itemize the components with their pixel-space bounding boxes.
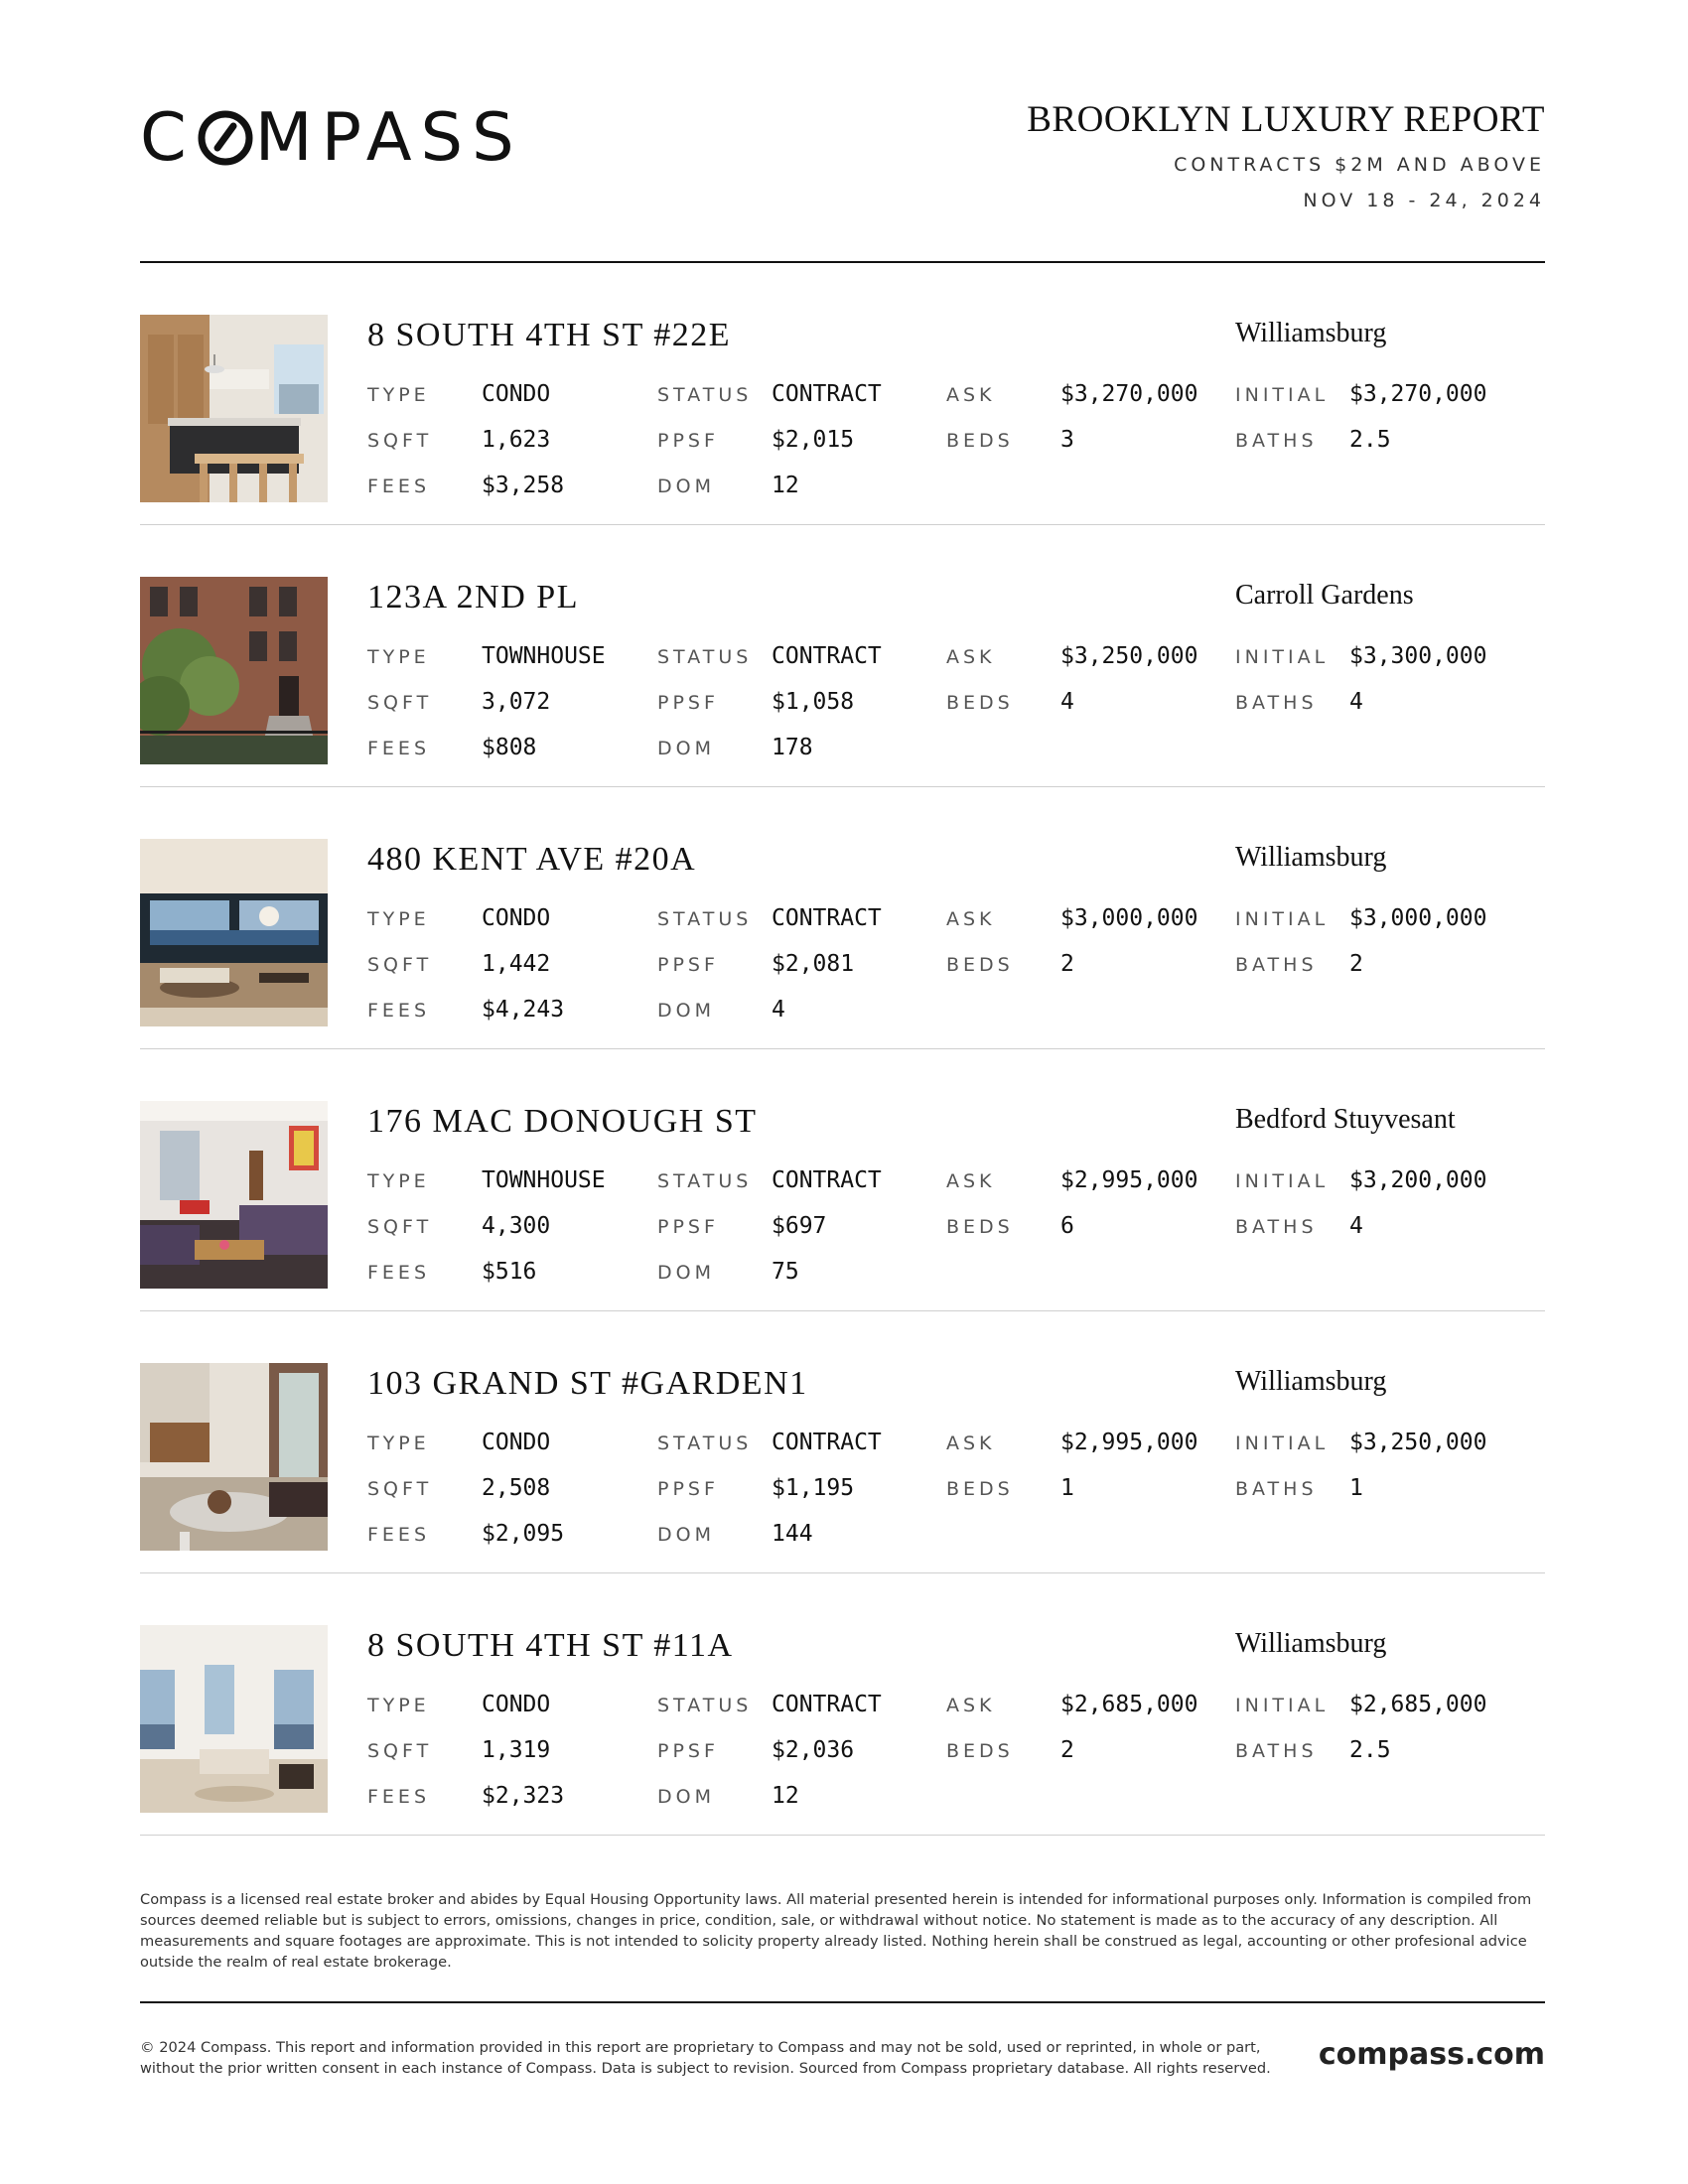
type-label: TYPE — [367, 1433, 430, 1454]
fees-label: FEES — [367, 1262, 430, 1284]
dom-value: 4 — [772, 997, 785, 1023]
status-value: CONTRACT — [772, 1167, 882, 1193]
status-label: STATUS — [657, 1695, 753, 1716]
status-label: STATUS — [657, 1433, 753, 1454]
ppsf-value: $1,058 — [772, 689, 855, 715]
dom-label: DOM — [657, 1786, 715, 1808]
listing-row — [140, 1573, 1545, 1836]
baths-label: BATHS — [1235, 954, 1318, 976]
ask-label: ASK — [946, 1433, 996, 1454]
listing-neighborhood: Carroll Gardens — [1235, 580, 1414, 611]
ask-value: $3,000,000 — [1060, 905, 1198, 931]
ppsf-label: PPSF — [657, 1740, 719, 1762]
status-value: CONTRACT — [772, 1430, 882, 1455]
baths-value: 2.5 — [1349, 427, 1391, 453]
type-label: TYPE — [367, 1170, 430, 1192]
status-value: CONTRACT — [772, 643, 882, 669]
listing-address: 103 GRAND ST #GARDEN1 — [367, 1365, 808, 1402]
baths-label: BATHS — [1235, 430, 1318, 452]
sqft-value: 4,300 — [482, 1213, 551, 1239]
type-label: TYPE — [367, 646, 430, 668]
sqft-label: SQFT — [367, 430, 433, 452]
status-value: CONTRACT — [772, 381, 882, 407]
legal-disclaimer: Compass is a licensed real estate broker and abides by Equal Housing Opportunity laws. All material presented herein is intended for informational purposes only. Information is compiled from sources deemed reliable but is subject to errors, omissions, changes in price, condition, sale, or withdrawal without notice. No statement is made as to the accuracy of any description. All measurements and square footages are approximate. This is not intended to solicity property already listed. Nothing herein shall be construed as legal, accounting or other profesional advice outside the realm of real estate brokerage. — [140, 1891, 1532, 1971]
listing-row — [140, 1049, 1545, 1311]
initial-value: $3,250,000 — [1349, 1430, 1487, 1455]
loft-living-photo — [140, 1363, 328, 1551]
footer-divider — [140, 2001, 1545, 2003]
dom-label: DOM — [657, 476, 715, 497]
fees-label: FEES — [367, 738, 430, 759]
ask-value: $2,685,000 — [1060, 1692, 1198, 1717]
baths-value: 4 — [1349, 1213, 1363, 1239]
ask-label: ASK — [946, 646, 996, 668]
beds-label: BEDS — [946, 1740, 1014, 1762]
ask-value: $3,270,000 — [1060, 381, 1198, 407]
dom-value: 178 — [772, 735, 813, 760]
dom-label: DOM — [657, 1524, 715, 1546]
listing-address: 480 KENT AVE #20A — [367, 841, 697, 878]
ppsf-value: $2,015 — [772, 427, 855, 453]
listing-row — [140, 1311, 1545, 1573]
beds-value: 6 — [1060, 1213, 1074, 1239]
dom-value: 12 — [772, 473, 799, 498]
dom-label: DOM — [657, 1000, 715, 1022]
status-value: CONTRACT — [772, 905, 882, 931]
fees-value: $4,243 — [482, 997, 565, 1023]
initial-label: INITIAL — [1235, 908, 1330, 930]
initial-value: $3,300,000 — [1349, 643, 1487, 669]
initial-value: $3,270,000 — [1349, 381, 1487, 407]
beds-value: 2 — [1060, 1737, 1074, 1763]
beds-label: BEDS — [946, 1478, 1014, 1500]
fees-value: $516 — [482, 1259, 537, 1285]
living-room-view-photo — [140, 839, 328, 1026]
status-label: STATUS — [657, 1170, 753, 1192]
type-value: CONDO — [482, 1430, 551, 1455]
beds-label: BEDS — [946, 430, 1014, 452]
ask-label: ASK — [946, 1170, 996, 1192]
listings-list — [140, 263, 1545, 1836]
report-dates: NOV 18 - 24, 2024 — [1303, 190, 1545, 211]
beds-value: 4 — [1060, 689, 1074, 715]
dom-value: 144 — [772, 1521, 813, 1547]
dom-label: DOM — [657, 738, 715, 759]
baths-label: BATHS — [1235, 1740, 1318, 1762]
sqft-value: 1,623 — [482, 427, 551, 453]
ppsf-label: PPSF — [657, 430, 719, 452]
status-value: CONTRACT — [772, 1692, 882, 1717]
baths-value: 2.5 — [1349, 1737, 1391, 1763]
listing-neighborhood: Bedford Stuyvesant — [1235, 1104, 1456, 1135]
initial-label: INITIAL — [1235, 1170, 1330, 1192]
kitchen-photo — [140, 315, 328, 502]
fees-value: $808 — [482, 735, 537, 760]
listing-row — [140, 787, 1545, 1049]
listing-address: 176 MAC DONOUGH ST — [367, 1103, 758, 1140]
dom-label: DOM — [657, 1262, 715, 1284]
type-value: CONDO — [482, 381, 551, 407]
compass-logo: C MPASS — [140, 97, 523, 176]
initial-value: $2,685,000 — [1349, 1692, 1487, 1717]
status-label: STATUS — [657, 384, 753, 406]
bright-living-photo — [140, 1625, 328, 1813]
ppsf-value: $2,081 — [772, 951, 855, 977]
ppsf-label: PPSF — [657, 1216, 719, 1238]
fees-value: $2,095 — [482, 1521, 565, 1547]
sqft-label: SQFT — [367, 692, 433, 714]
status-label: STATUS — [657, 646, 753, 668]
baths-label: BATHS — [1235, 1478, 1318, 1500]
baths-label: BATHS — [1235, 1216, 1318, 1238]
initial-value: $3,000,000 — [1349, 905, 1487, 931]
type-label: TYPE — [367, 908, 430, 930]
sqft-value: 1,442 — [482, 951, 551, 977]
dom-value: 12 — [772, 1783, 799, 1809]
ask-label: ASK — [946, 384, 996, 406]
initial-label: INITIAL — [1235, 384, 1330, 406]
ask-value: $2,995,000 — [1060, 1167, 1198, 1193]
listing-neighborhood: Williamsburg — [1235, 1628, 1387, 1659]
sqft-value: 2,508 — [482, 1475, 551, 1501]
initial-label: INITIAL — [1235, 1433, 1330, 1454]
beds-value: 1 — [1060, 1475, 1074, 1501]
listing-row — [140, 263, 1545, 525]
listing-address: 8 SOUTH 4TH ST #22E — [367, 317, 731, 353]
listing-neighborhood: Williamsburg — [1235, 842, 1387, 873]
beds-value: 3 — [1060, 427, 1074, 453]
sqft-label: SQFT — [367, 1740, 433, 1762]
listing-neighborhood: Williamsburg — [1235, 318, 1387, 348]
type-value: CONDO — [482, 1692, 551, 1717]
ppsf-label: PPSF — [657, 692, 719, 714]
baths-value: 4 — [1349, 689, 1363, 715]
ppsf-value: $2,036 — [772, 1737, 855, 1763]
listing-row — [140, 525, 1545, 787]
copyright-notice: © 2024 Compass. This report and information provided in this report are proprietary to Compass and may not be sold, used or reprinted, in whole or part, without the prior written consent in each instance of Compass. Data is subject to revision. Sourced from Compass proprietary database. All rights reserved. — [140, 2039, 1271, 2077]
type-value: TOWNHOUSE — [482, 1167, 606, 1193]
dom-value: 75 — [772, 1259, 799, 1285]
fees-value: $2,323 — [482, 1783, 565, 1809]
ask-value: $2,995,000 — [1060, 1430, 1198, 1455]
listing-neighborhood: Williamsburg — [1235, 1366, 1387, 1397]
report-title: BROOKLYN LUXURY REPORT — [1027, 99, 1545, 140]
sqft-label: SQFT — [367, 1478, 433, 1500]
ask-label: ASK — [946, 908, 996, 930]
fees-label: FEES — [367, 1524, 430, 1546]
sqft-value: 3,072 — [482, 689, 551, 715]
status-label: STATUS — [657, 908, 753, 930]
type-value: CONDO — [482, 905, 551, 931]
type-label: TYPE — [367, 1695, 430, 1716]
initial-label: INITIAL — [1235, 646, 1330, 668]
ask-label: ASK — [946, 1695, 996, 1716]
fees-label: FEES — [367, 1786, 430, 1808]
initial-value: $3,200,000 — [1349, 1167, 1487, 1193]
beds-value: 2 — [1060, 951, 1074, 977]
beds-label: BEDS — [946, 1216, 1014, 1238]
ppsf-label: PPSF — [657, 954, 719, 976]
fees-label: FEES — [367, 476, 430, 497]
ppsf-value: $1,195 — [772, 1475, 855, 1501]
beds-label: BEDS — [946, 692, 1014, 714]
listing-address: 123A 2ND PL — [367, 579, 579, 615]
fees-value: $3,258 — [482, 473, 565, 498]
baths-value: 2 — [1349, 951, 1363, 977]
townhouse-exterior-photo — [140, 577, 328, 764]
report-header — [140, 94, 1545, 263]
fees-label: FEES — [367, 1000, 430, 1022]
sqft-value: 1,319 — [482, 1737, 551, 1763]
sqft-label: SQFT — [367, 954, 433, 976]
type-value: TOWNHOUSE — [482, 643, 606, 669]
initial-label: INITIAL — [1235, 1695, 1330, 1716]
report-subtitle: CONTRACTS $2M AND ABOVE — [1174, 154, 1545, 176]
beds-label: BEDS — [946, 954, 1014, 976]
compass-site-link[interactable]: compass.com — [1318, 2037, 1545, 2072]
sqft-label: SQFT — [367, 1216, 433, 1238]
parlor-photo — [140, 1101, 328, 1289]
baths-value: 1 — [1349, 1475, 1363, 1501]
baths-label: BATHS — [1235, 692, 1318, 714]
ask-value: $3,250,000 — [1060, 643, 1198, 669]
listing-address: 8 SOUTH 4TH ST #11A — [367, 1627, 734, 1664]
ppsf-label: PPSF — [657, 1478, 719, 1500]
type-label: TYPE — [367, 384, 430, 406]
ppsf-value: $697 — [772, 1213, 827, 1239]
